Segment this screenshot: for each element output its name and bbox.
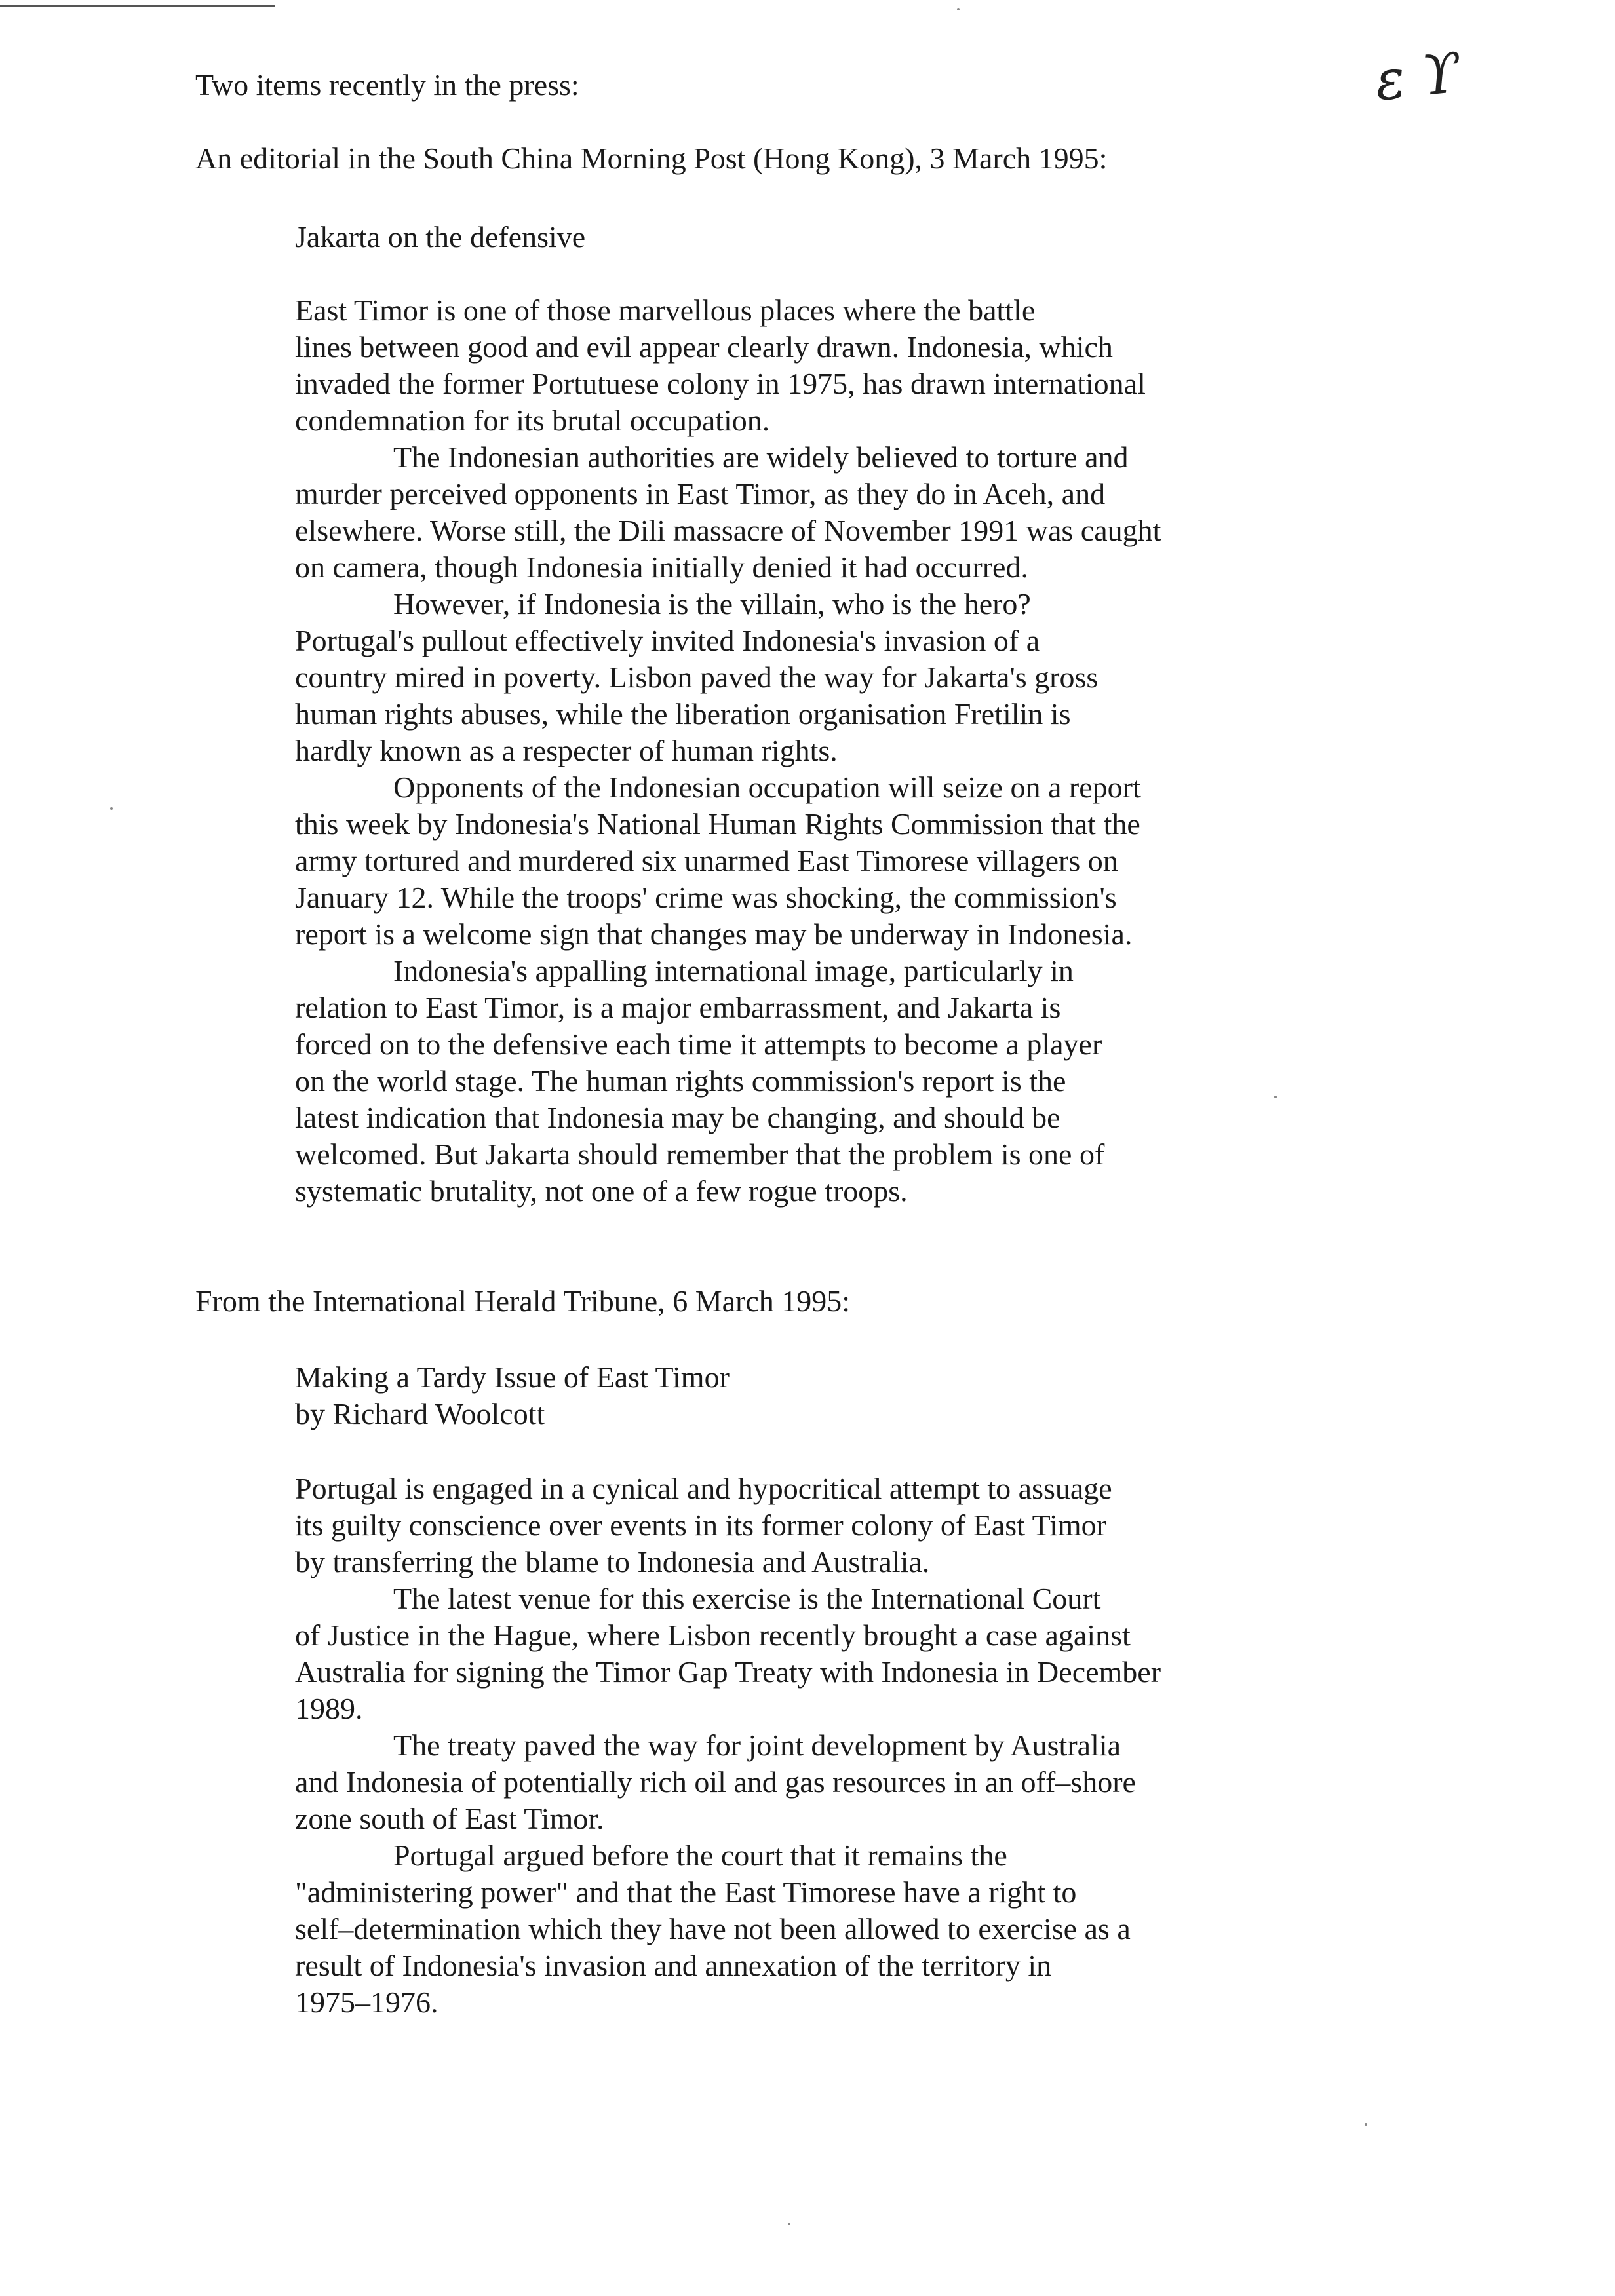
- scan-edge-rule: [0, 5, 275, 7]
- article1-line: elsewhere. Worse still, the Dili massacre of November 1991 was caught: [295, 514, 1161, 547]
- article2-line: and Indonesia of potentially rich oil and gas resources in an off–shore: [295, 1765, 1136, 1799]
- byline: by Richard Woolcott: [295, 1397, 545, 1430]
- article1-line: However, if Indonesia is the villain, who is the hero?: [393, 587, 1031, 621]
- article1-line: January 12. While the troops' crime was shocking, the commission's: [295, 881, 1117, 914]
- article2-line: "administering power" and that the East Timorese have a right to: [295, 1875, 1077, 1909]
- article2-line: of Justice in the Hague, where Lisbon recently brought a case against: [295, 1618, 1131, 1652]
- article1-line: Portugal's pullout effectively invited Indonesia's invasion of a: [295, 624, 1040, 657]
- article2-line: The treaty paved the way for joint development by Australia: [393, 1729, 1121, 1762]
- article2-line: result of Indonesia's invasion and annexation of the territory in: [295, 1949, 1052, 1982]
- scan-speck: [957, 8, 960, 10]
- article1-line: human rights abuses, while the liberation organisation Fretilin is: [295, 697, 1071, 731]
- article1-line: lines between good and evil appear clearly drawn. Indonesia, which: [295, 330, 1113, 364]
- article1-line: latest indication that Indonesia may be changing, and should be: [295, 1101, 1060, 1134]
- article1-line: Opponents of the Indonesian occupation will seize on a report: [393, 771, 1141, 804]
- intro-line: Two items recently in the press:: [195, 68, 579, 102]
- handwritten-page-mark: ε ϒ: [1372, 40, 1464, 113]
- article1-line: East Timor is one of those marvellous places where the battle: [295, 294, 1036, 327]
- article1-line: army tortured and murdered six unarmed East Timorese villagers on: [295, 844, 1118, 877]
- headline-jakarta: Jakarta on the defensive: [295, 220, 586, 254]
- article2-line: The latest venue for this exercise is the International Court: [393, 1582, 1101, 1615]
- article2-line: self–determination which they have not been allowed to exercise as a: [295, 1912, 1131, 1945]
- article1-line: this week by Indonesia's National Human Rights Commission that the: [295, 807, 1140, 841]
- scan-speck: [1274, 1096, 1277, 1098]
- article1-line: country mired in poverty. Lisbon paved the way for Jakarta's gross: [295, 660, 1099, 694]
- article1-line: invaded the former Portutuese colony in 1975, has drawn international: [295, 367, 1146, 400]
- article1-line: forced on to the defensive each time it attempts to become a player: [295, 1027, 1102, 1061]
- scan-speck: [110, 807, 113, 810]
- article2-line: Portugal argued before the court that it remains the: [393, 1839, 1007, 1872]
- scan-speck: [788, 2223, 790, 2225]
- article1-line: relation to East Timor, is a major embarrassment, and Jakarta is: [295, 991, 1061, 1024]
- article1-line: welcomed. But Jakarta should remember that the problem is one of: [295, 1138, 1105, 1171]
- article1-line: condemnation for its brutal occupation.: [295, 404, 770, 437]
- source-scmp: An editorial in the South China Morning Post (Hong Kong), 3 March 1995:: [195, 142, 1108, 175]
- source-iht: From the International Herald Tribune, 6 March 1995:: [195, 1284, 851, 1318]
- article1-line: on the world stage. The human rights commission's report is the: [295, 1064, 1066, 1098]
- article2-line: Portugal is engaged in a cynical and hypocritical attempt to assuage: [295, 1472, 1112, 1505]
- article1-line: systematic brutality, not one of a few rogue troops.: [295, 1174, 908, 1208]
- article2-line: by transferring the blame to Indonesia and Australia.: [295, 1545, 930, 1578]
- article1-line: The Indonesian authorities are widely believed to torture and: [393, 440, 1129, 474]
- article2-line: its guilty conscience over events in its former colony of East Timor: [295, 1508, 1106, 1542]
- article1-line: murder perceived opponents in East Timor, as they do in Aceh, and: [295, 477, 1106, 510]
- article2-line: 1989.: [295, 1692, 363, 1725]
- scan-speck: [1365, 2123, 1367, 2126]
- article1-line: report is a welcome sign that changes may be underway in Indonesia.: [295, 917, 1133, 951]
- article2-line: Australia for signing the Timor Gap Treaty with Indonesia in December: [295, 1655, 1161, 1689]
- article2-line: zone south of East Timor.: [295, 1802, 604, 1835]
- article1-line: hardly known as a respecter of human rights.: [295, 734, 838, 767]
- article1-line: Indonesia's appalling international image, particularly in: [393, 954, 1074, 987]
- article1-line: on camera, though Indonesia initially denied it had occurred.: [295, 550, 1028, 584]
- article2-line: 1975–1976.: [295, 1985, 438, 2019]
- headline-tardy-issue: Making a Tardy Issue of East Timor: [295, 1360, 730, 1394]
